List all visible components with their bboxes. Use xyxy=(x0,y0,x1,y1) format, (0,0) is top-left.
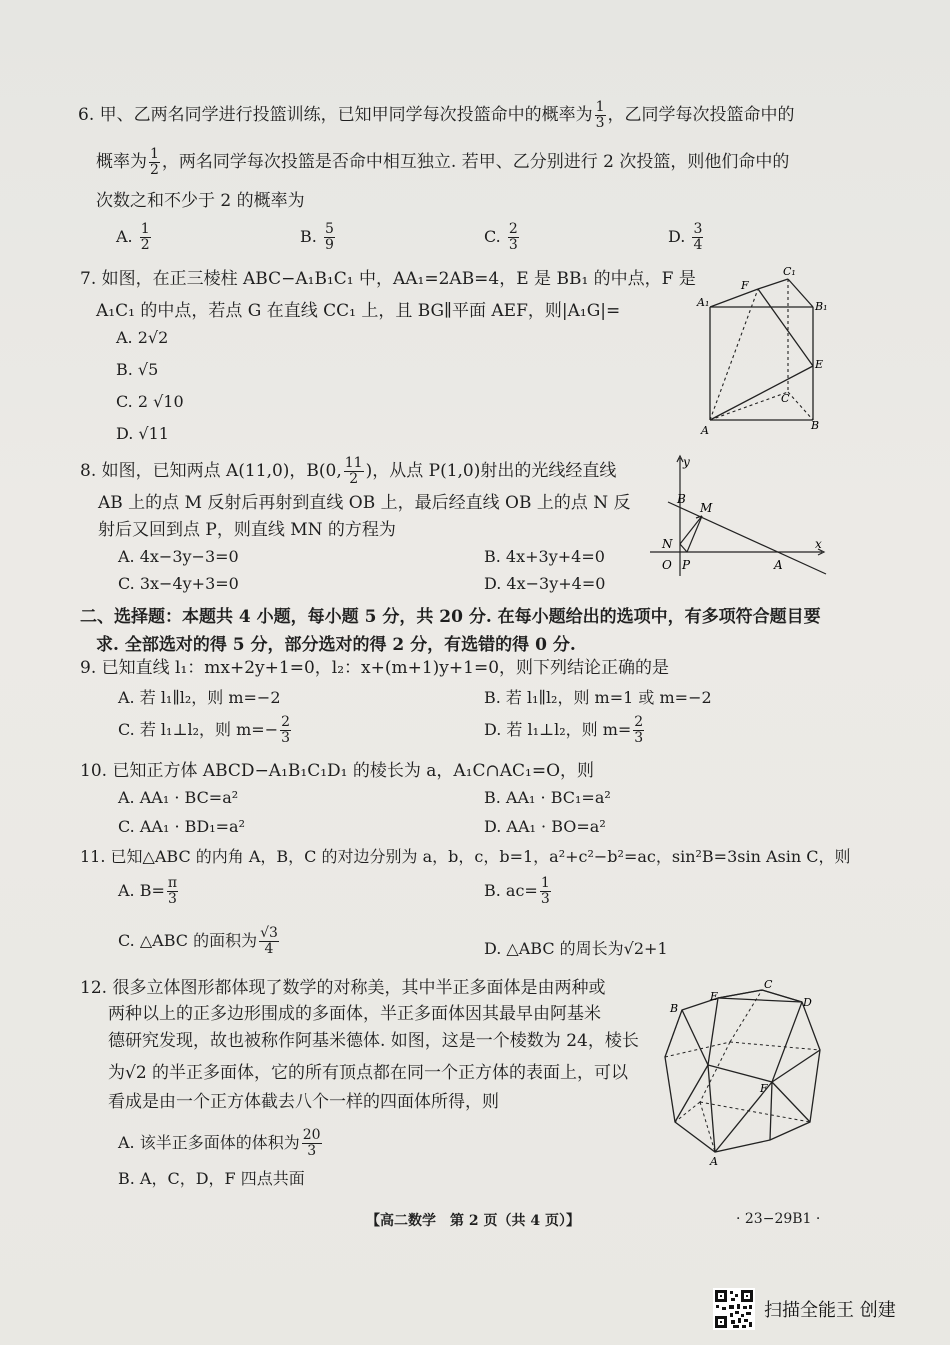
edge-1 xyxy=(682,1010,708,1065)
q12-option-b: B. A，C，D，F 四点共面 xyxy=(118,1169,305,1188)
q7-option-a: A. 2√2 xyxy=(116,328,169,347)
q8-line2: AB 上的点 M 反射后再射到直线 OB 上，最后经直线 OB 上的点 N 反 xyxy=(98,493,631,513)
edge-2 xyxy=(708,998,718,1065)
qr-code-icon xyxy=(713,1288,755,1330)
q8-option-a: A. 4x−3y−3=0 xyxy=(118,547,239,566)
q9-option-a: A. 若 l₁∥l₂，则 m=−2 xyxy=(118,688,281,707)
label-e: E xyxy=(710,990,719,1003)
q8-option-c: C. 3x−4y+3=0 xyxy=(118,574,239,593)
q6-prob1-fraction: $\frac{1}{3}$ xyxy=(595,99,605,131)
q12-line4: 为√2 的半正多面体，它的所有顶点都在同一个正方体的表面上，可以 xyxy=(108,1063,629,1083)
q9-option-b: B. 若 l₁∥l₂，则 m=1 或 m=−2 xyxy=(484,688,712,707)
q12-line3: 德研究发现，故也被称作阿基米德体. 如图，这是一个棱数为 24，棱长 xyxy=(108,1031,639,1051)
label-c1: C₁ xyxy=(783,265,796,278)
hidden-8 xyxy=(665,1010,682,1057)
label-b: B xyxy=(670,1002,679,1015)
q7-line2: A₁C₁ 的中点，若点 G 在直线 CC₁ 上，且 BG∥平面 AEF，则|A₁G|= xyxy=(96,301,621,321)
q10-stem: 10. 已知正方体 ABCD−A₁B₁C₁D₁ 的棱长为 a，A₁C∩AC₁=O，则 xyxy=(80,761,595,781)
q12-polyhedron-figure xyxy=(660,972,830,1167)
q6-line2: 概率为 $\frac{1}{2}$ ，两名同学每次投篮是否命中相互独立. 若甲、乙分别进行 2 次投篮，则他们命中的 xyxy=(96,146,790,178)
label-o: O xyxy=(662,558,672,572)
label-x: x xyxy=(815,537,822,551)
q12-line5: 看成是由一个正方体截去八个一样的四面体所得，则 xyxy=(108,1092,499,1112)
q6-line1 xyxy=(78,100,795,131)
q11-option-b: B. ac= $\frac{1}{3}$ xyxy=(484,875,550,907)
edge-4 xyxy=(718,990,762,998)
q6-option-a: A. $\frac{1}{2}$ xyxy=(116,221,150,253)
q6-text-1: 6. 甲、乙两名同学进行投篮训练，已知甲同学每次投篮命中的概率为 xyxy=(78,105,593,125)
label-c: C xyxy=(781,392,790,405)
ray-n-p xyxy=(680,544,687,552)
q6-prob2-fraction: $\frac{1}{2}$ xyxy=(150,146,159,178)
hidden-3 xyxy=(730,990,762,1042)
edge-c1-b1 xyxy=(788,279,813,307)
label-f: F xyxy=(760,1082,768,1095)
edge-a-c-hidden xyxy=(710,392,788,420)
q11-stem: 11. 已知△ABC 的内角 A，B，C 的对边分别为 a，b，c，b=1，a²+c²−b²=ac，sin²B=3sin Asin C，则 xyxy=(80,847,851,866)
label-e: E xyxy=(815,358,824,371)
q9-option-c: C. 若 l₁⊥l₂，则 m=− $\frac{2}{3}$ xyxy=(118,714,291,746)
q8-b-fraction: $\frac{11}{2}$ xyxy=(344,455,363,487)
q6-option-c: C. $\frac{2}{3}$ xyxy=(484,221,518,253)
q7-option-d: D. √11 xyxy=(116,424,169,443)
label-a1: A₁ xyxy=(697,296,710,309)
q7-prism-figure xyxy=(695,262,835,437)
section2-line1: 二、选择题：本题共 4 小题，每小题 5 分，共 20 分. 在每小题给出的选项中，有多项符合题目要 xyxy=(80,607,821,627)
ray-p-m xyxy=(687,516,702,552)
edge-c-b-hidden xyxy=(788,392,813,420)
q10-option-d: D. AA₁ · BO=a² xyxy=(484,817,606,836)
edge-a-e xyxy=(710,366,813,420)
edge-9 xyxy=(675,1065,708,1122)
q10-option-c: C. AA₁ · BD₁=a² xyxy=(118,817,245,836)
q11-option-d: D. △ABC 的周长为√2+1 xyxy=(484,939,668,958)
scanner-watermark-text: 扫描全能王 创建 xyxy=(764,1300,896,1321)
label-m: M xyxy=(700,501,713,515)
label-b: B xyxy=(811,419,820,432)
q8-option-d: D. 4x−3y+4=0 xyxy=(484,574,606,593)
page-footer-title: 【高二数学 第 2 页（共 4 页）】 xyxy=(366,1213,580,1229)
label-p: P xyxy=(682,558,691,572)
ray-m-n xyxy=(680,516,702,544)
edge-a-f-hidden xyxy=(710,289,758,420)
q11-option-a: A. B= $\frac{\pi}{3}$ xyxy=(118,875,178,907)
edge-a1-f xyxy=(710,289,758,307)
label-a: A xyxy=(774,558,783,572)
hidden-6 xyxy=(675,1102,700,1122)
q12-option-a: A. 该半正多面体的体积为 $\frac{20}{3}$ xyxy=(118,1127,321,1159)
q12-line2: 两种以上的正多边形围成的多面体，半正多面体因其最早由阿基米 xyxy=(108,1004,601,1024)
q9-option-d: D. 若 l₁⊥l₂，则 m= $\frac{2}{3}$ xyxy=(484,714,644,746)
q8-line3: 射后又回到点 P，则直线 MN 的方程为 xyxy=(98,520,396,540)
edge-f-c1 xyxy=(758,279,788,289)
q8-line1: 8. 如图，已知两点 A(11,0)，B(0, $\frac{11}{2}$ )，从点 P(1,0)射出的光线经直线 xyxy=(80,455,617,487)
q7-option-c: C. 2 √10 xyxy=(116,392,184,411)
q11-option-c: C. △ABC 的面积为 $\frac{√3}{4}$ xyxy=(118,925,278,957)
q6-line3: 次数之和不少于 2 的概率为 xyxy=(96,191,305,211)
line-ab xyxy=(668,502,826,574)
q6-option-b: B. $\frac{5}{9}$ xyxy=(300,221,334,253)
label-d: D xyxy=(803,996,812,1009)
edge-12 xyxy=(770,1082,772,1140)
label-a: A xyxy=(701,424,709,437)
q6-text-1b: ，乙同学每次投篮命中的 xyxy=(607,105,795,125)
q10-option-a: A. AA₁ · BC=a² xyxy=(118,788,239,807)
label-f: F xyxy=(741,279,749,292)
label-c: C xyxy=(764,978,773,991)
edge-7 xyxy=(772,1050,820,1082)
q7-option-b: B. √5 xyxy=(116,360,159,379)
label-a: A xyxy=(710,1155,718,1167)
q6-option-d: D. $\frac{3}{4}$ xyxy=(668,221,703,253)
hidden-2 xyxy=(730,1042,820,1050)
q7-line1: 7. 如图，在正三棱柱 ABC−A₁B₁C₁ 中，AA₁=2AB=4，E 是 BB₁ 的中点，F 是 xyxy=(80,269,696,289)
q8-option-b: B. 4x+3y+4=0 xyxy=(484,547,605,566)
edge-6 xyxy=(772,1002,802,1082)
label-b1: B₁ xyxy=(815,300,828,313)
label-b: B xyxy=(677,492,686,506)
q9-stem: 9. 已知直线 l₁：mx+2y+1=0，l₂：x+(m+1)y+1=0，则下列结论正确的是 xyxy=(80,658,670,678)
label-n: N xyxy=(662,537,673,551)
q8-coordinate-figure xyxy=(650,452,832,580)
label-y: y xyxy=(683,455,690,469)
q10-option-b: B. AA₁ · BC₁=a² xyxy=(484,788,611,807)
section2-line2: 求. 全部选对的得 5 分，部分选对的得 2 分，有选错的得 0 分. xyxy=(96,635,576,655)
edge-8 xyxy=(708,1065,772,1082)
q12-line1: 12. 很多立体图形都体现了数学的对称美，其中半正多面体是由两种或 xyxy=(80,978,606,998)
edge-f-e xyxy=(758,289,813,366)
page-footer-code: · 23−29B1 · xyxy=(736,1211,821,1227)
